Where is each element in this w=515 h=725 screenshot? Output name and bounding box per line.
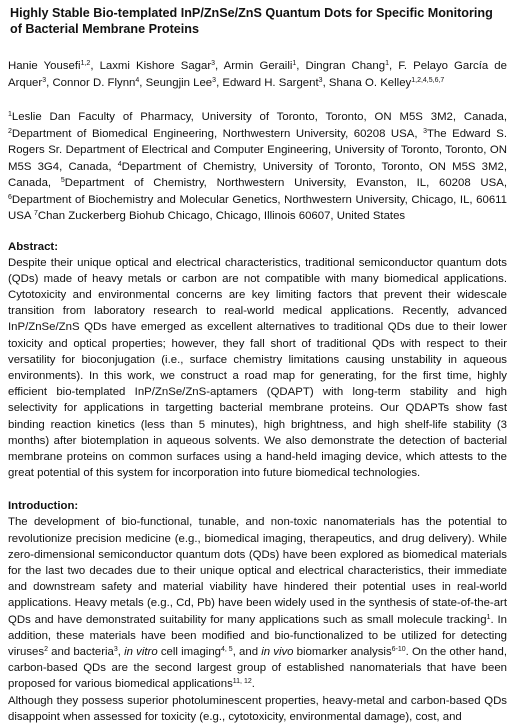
author-affiliation-marker: 1 [292, 60, 297, 67]
affiliation-text: Department of Biochemistry and Molecular Genetics, Northwestern University, Chicago, IL, 60611 USA [8, 193, 507, 222]
abstract-heading: Abstract: [8, 240, 59, 253]
affiliation-text: Department of Chemistry, University of Toronto, Toronto, ON M5S 3M2, Canada, [8, 160, 508, 189]
author-name: Armin Geraili [223, 60, 293, 72]
author-name: Edward H. Sargent [222, 76, 319, 89]
affiliation-marker: 1 [8, 111, 12, 118]
author-name: Hanie Yousefi [8, 60, 81, 72]
author-name: Shana O. Kelley [328, 76, 412, 89]
abstract-text: Despite their unique optical and electrical characteristics, traditional semiconductor quantum dots (QDs) made of heavy metals or carbon are not compatible with many biomedical applications. Cytotoxicity and environmental concerns are key limiting factors that prevent their widescale transition from laboratory research to real-world medical applications. Recently, advanced InP/ZnSe/ZnS QDs have emerged as excellent alternatives to traditional QDs due to their lower toxicity and optical properties; however, they fall short of traditional QDs with respect to their versatility for bioconjugation (i.e., surface chemistry limitations causing unstability in aqueous environments). In this work, we construct a road map for generating, for the first time, highly efficient bio-templated InP/ZnSe/ZnS-aptamers (QDAPT) with long-term stability and high selectivity for applications in targetting bacterial membrane proteins. Our QDAPTs show fast binding reaction kinetics (less than 5 minutes), high brightness, and high shelf-life stability (3 months) after biotemplation in aqueous solvents. We also demonstrate the detection of bacterial membrane proteins on common surfaces using a hand-held imaging device, which attests to the great potential of this system for incorporation into future biomedical technologies. [8, 256, 507, 480]
author-affiliation-marker: 4 [135, 76, 140, 84]
author-name: Seungjin Lee [145, 76, 213, 89]
author-affiliation-marker: 3 [42, 76, 47, 84]
paper-title: Highly Stable Bio-templated InP/ZnSe/ZnS Quantum Dots for Specific Monitoring of Bacterial Membrane Proteins [10, 6, 493, 36]
affiliation-marker: 6 [8, 193, 12, 201]
author-affiliation-marker: 3 [318, 76, 323, 84]
author-affiliation-marker: 3 [211, 60, 216, 67]
affiliations [8, 109, 507, 225]
introduction-paragraph-2: Although they possess superior photoluminescent properties, heavy-metal and carbon-based QDs disappoint when assessed for toxicity (e.g., cytotoxicity, environmental damage), cost, and [8, 694, 507, 723]
affiliation-text: Chan Zuckerberg Biohub Chicago, Chicago, Illinois 60607, United States [37, 210, 406, 222]
author-affiliation-marker: 3 [212, 76, 217, 84]
affiliation-marker: 3 [423, 127, 427, 135]
affiliation-marker: 2 [8, 127, 12, 135]
affiliation-text: Department of Biomedical Engineering, Northwestern University, 60208 USA, [11, 127, 418, 140]
author-name: Dingran Chang [305, 60, 386, 72]
introduction-paragraph-1: The development of bio-functional, tunable, and non-toxic nanomaterials has the potential to revolutionize precision medicine (e.g., biomedical imaging, therapeutics, and drug delivery). While zero-dimensional semiconductor quantum dots (QDs) have been explored as biomedical materials for the last two decades due to their unique optical and electrical characteristics, their immediate and downstream safety and material viability have hindered their potential uses in real-world applications. Heavy metals (e.g., Cd, Pb) have been widely used in the synthesis of state-of-the-art QDs and have demonstrated suitability for many applications such as small molecule tracking$^1$. In addition, these materials have been modified and bio-functionalized to be utilized for detecting viruses$^2$ and bacteria$^3$, in vitro cell imaging$^{4, 5}$, and in vivo biomarker analysis$^{6-10}$. On the other hand, carbon-based QDs are the second largest group of established nanomaterials that have been proposed for various biomedical applications$^{11, 12}$. [8, 516, 508, 691]
author-name: F. Pelayo García de Arquer [8, 60, 507, 89]
introduction-heading: Introduction: [8, 500, 79, 513]
affiliation-text: The Edward S. Rogers Sr. Department of Electrical and Computer Engineering, University of Toronto, Toronto, ON M5S 3G4, Canada, [8, 127, 508, 173]
affiliation-text: Department of Chemistry, Northwestern University, Evanston, IL, 60208 USA, [64, 177, 507, 189]
affiliation-marker: 5 [60, 177, 65, 184]
author-affiliation-marker: 1,2 [80, 60, 91, 67]
affiliation-text: Leslie Dan Faculty of Pharmacy, University of Toronto, Toronto, ON M5S 3M2, Canada, [11, 111, 507, 123]
affiliation-marker: 7 [33, 210, 38, 217]
author-affiliation-marker: 1,2,4,5,6,7 [411, 76, 445, 84]
author-name: Connor D. Flynn [52, 76, 136, 89]
affiliation-marker: 4 [117, 160, 122, 168]
author-name: Laxmi Kishore Sagar [99, 60, 212, 72]
author-affiliation-marker: 1 [385, 60, 389, 67]
author-list: Hanie Yousefi$^{1,2}$, Laxmi Kishore Sagar$^3$, Armin Geraili$^1$, Dingran Chang$^1$, F. Pelayo García de Arquer$^3$, Connor D. Flynn$^4$, Seungjin Lee$^3$, Edward H. Sargent$^3$, Shana O. Kelley$^{1,2,4,5,6,7}$ [8, 60, 507, 89]
